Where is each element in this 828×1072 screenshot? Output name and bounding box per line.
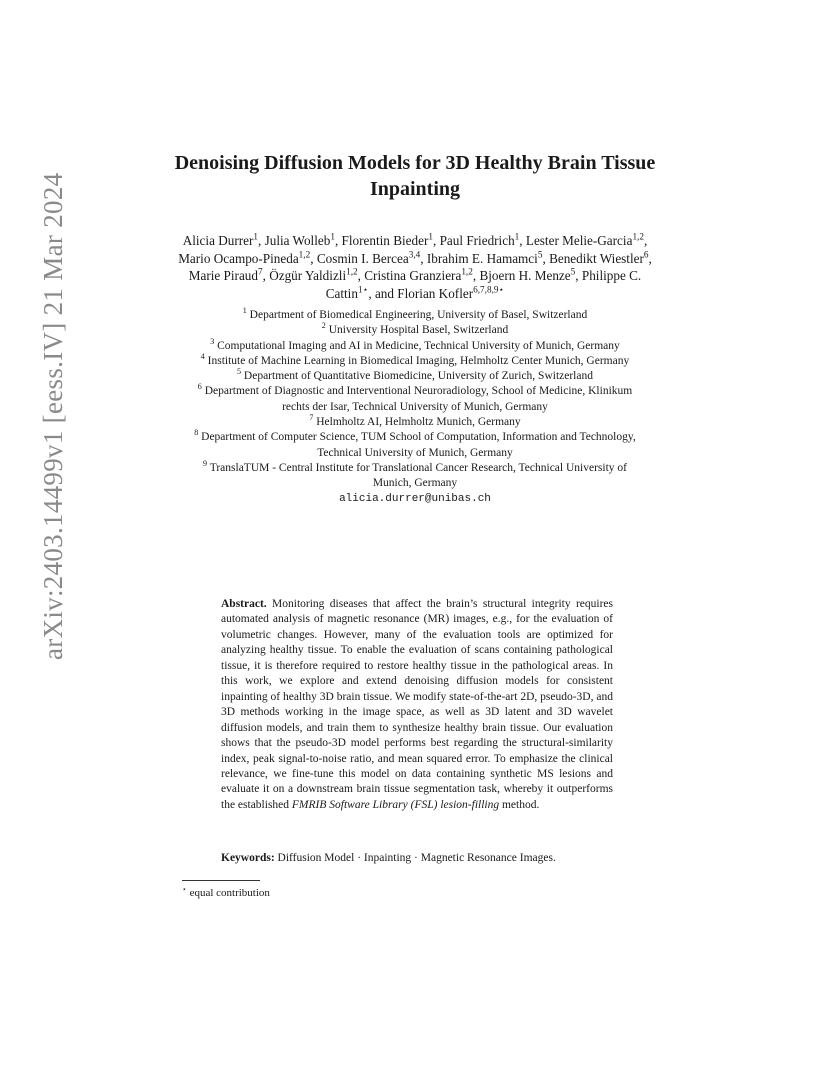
affiliation: $^5$ Department of Quantitative Biomedicine, University of Zurich, Switzerland bbox=[237, 367, 593, 383]
abstract-label: Abstract. bbox=[221, 598, 267, 610]
author: Marie Piraud$^7$, bbox=[188, 266, 270, 283]
author: Alicia Durrer$^1$, bbox=[182, 231, 265, 248]
author: Cosmin I. Bercea$^{3,4}$, bbox=[316, 249, 427, 266]
author: Julia Wolleb$^1$, bbox=[264, 231, 342, 248]
affiliation: $^6$ Department of Diagnostic and Interventional Neuroradiology, School of Medicine, Klinikum rechts der Isar, Technical University of Munich, Germany bbox=[197, 382, 633, 413]
author: Ibrahim E. Hamamci$^5$, bbox=[426, 249, 550, 266]
author: Benedikt Wiestler$^6$, bbox=[549, 249, 652, 266]
author: Bjoern H. Menze$^5$, bbox=[479, 266, 582, 283]
author: Mario Ocampo-Pineda$^{1,2}$, bbox=[178, 249, 317, 266]
author: and Florian Kofler$^{6,7,8,9⋆}$ bbox=[374, 284, 505, 301]
author: Lester Melie-Garcia$^{1,2}$, bbox=[525, 231, 648, 248]
author: Özgür Yaldizli$^{1,2}$, bbox=[269, 266, 365, 283]
author: Florentin Bieder$^1$, bbox=[341, 231, 440, 248]
affiliation-list bbox=[186, 308, 644, 507]
affiliation: $^7$ Helmholtz AI, Helmholtz Munich, Germany bbox=[309, 413, 521, 429]
footnote-mark: ⋆ bbox=[182, 884, 187, 894]
arxiv-stamp: arXiv:2403.14499v1 [eess.IV] 21 Mar 2024 bbox=[38, 172, 68, 660]
paper-title: Denoising Diffusion Models for 3D Healthy Brain Tissue Inpainting bbox=[174, 152, 656, 200]
affiliation: $^8$ Department of Computer Science, TUM School of Computation, Information and Technology, Technical University of Munich, Germany bbox=[194, 428, 636, 459]
abstract bbox=[221, 597, 613, 813]
author: Cristina Granziera$^{1,2}$, bbox=[364, 266, 480, 283]
contact-email[interactable]: alicia.durrer@unibas.ch bbox=[339, 492, 491, 505]
abstract-end: method. bbox=[499, 798, 540, 811]
affiliation: $^2$ University Hospital Basel, Switzerland bbox=[321, 321, 509, 337]
abstract-italic: FMRIB Software Library (FSL) lesion-filling bbox=[291, 798, 500, 811]
affiliation: $^9$ TranslaTUM - Central Institute for Translational Cancer Research, Technical University of Munich, Germany bbox=[203, 459, 627, 490]
abstract-text: Monitoring diseases that affect the brain’s structural integrity requires automated analysis of magnetic resonance (MR) images, e.g., for the evaluation of volumetric changes. However, many of the evaluation tools are optimized for analyzing healthy tissue. To enable the evaluation of scans containing pathological tissue, it is therefore required to restore healthy tissue in the pathological areas. In this work, we explore and extend denoising diffusion models for consistent inpainting of healthy 3D brain tissue. We modify state-of-the-art 2D, pseudo-3D, and 3D methods working in the image space, as well as 3D latent and 3D wavelet diffusion models, and train them to synthesize healthy brain tissue. Our evaluation shows that the pseudo-3D model performs best regarding the structural-similarity index, peak signal-to-noise ratio, and mean squared error. To emphasize the clinical relevance, we fine-tune this model on data containing synthetic MS lesions and evaluate it on a downstream brain tissue segmentation task, whereby it outperforms the established bbox=[221, 598, 614, 811]
affiliation: $^4$ Institute of Machine Learning in Biomedical Imaging, Helmholtz Center Munich, Germany bbox=[200, 352, 630, 367]
affiliation: $^1$ Department of Biomedical Engineering, University of Basel, Switzerland bbox=[242, 306, 588, 321]
author: Paul Friedrich$^1$, bbox=[439, 231, 526, 248]
affiliation: $^3$ Computational Imaging and AI in Medicine, Technical University of Munich, Germany bbox=[210, 336, 620, 352]
footnote bbox=[182, 886, 270, 900]
author-list bbox=[176, 232, 654, 302]
footnote-divider bbox=[182, 880, 260, 881]
footnote-text: equal contribution bbox=[189, 887, 270, 899]
author: Philippe C. Cattin$^{1⋆}$, bbox=[325, 268, 642, 301]
keywords bbox=[221, 851, 621, 866]
keywords-label: Keywords: bbox=[221, 852, 275, 864]
keywords-text: Diffusion Model · Inpainting · Magnetic Resonance Images. bbox=[277, 852, 556, 864]
